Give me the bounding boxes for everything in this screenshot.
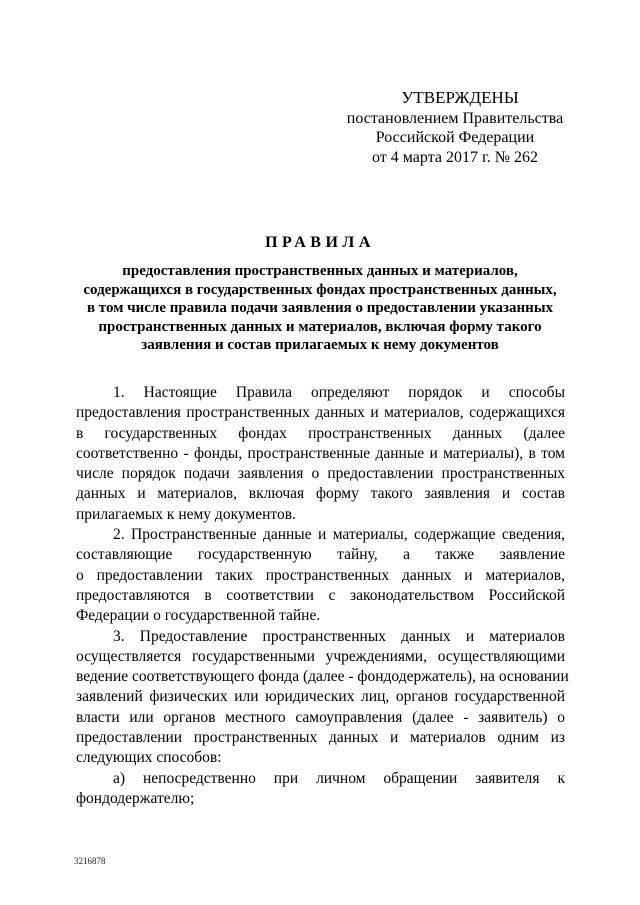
text-line: составляющие государственную тайну, а также заявление	[76, 546, 565, 564]
document-code: 3216878	[74, 856, 106, 866]
text-line: предоставления пространственных данных и материалов, содержащихся	[76, 404, 565, 422]
text-line: следующих способов:	[76, 749, 222, 767]
text-line: числе порядок подачи заявления о предоставлении пространственных	[76, 465, 565, 483]
paragraph-2	[76, 525, 565, 626]
paragraph-1	[76, 383, 565, 525]
text-line: Федерации о государственной тайне.	[76, 607, 321, 625]
subtitle-line: предоставления пространственных данных и материалов,	[122, 263, 518, 279]
approval-block	[330, 88, 580, 167]
text-line: осуществляется государственными учреждениями, осуществляющими	[76, 647, 565, 665]
paragraph-3	[76, 627, 569, 769]
approval-heading: УТВЕРЖДЕНЫ	[401, 88, 519, 107]
text-line: данных и материалов, включая форму такого заявления и состав	[76, 485, 565, 503]
text-line: заявлений физических или юридических лиц, органов государственной	[76, 688, 565, 706]
text-line: а) непосредственно при личном обращении заявителя к	[113, 769, 565, 787]
approval-line: Российской Федерации	[375, 129, 535, 146]
text-line: соответственно - фонды, пространственные данные и материалы), в том	[76, 444, 565, 462]
document-body	[76, 383, 569, 809]
text-line: в государственных фондах пространственных данных (далее	[76, 424, 565, 442]
text-line: фондодержателю;	[76, 789, 195, 807]
text-line: 1. Настоящие Правила определяют порядок и способы	[113, 384, 565, 401]
text-line: власти или органов местного самоуправления (далее - заявитель) о	[76, 708, 565, 726]
text-line: предоставляются в соответствии с законодательством Российской	[76, 586, 565, 604]
text-line: предоставлении пространственных данных и материалов одним из	[76, 729, 565, 747]
document-subtitle	[60, 262, 580, 355]
text-line: 2. Пространственные данные и материалы, содержащие сведения,	[113, 526, 565, 544]
document-title: ПРАВИЛА	[265, 234, 375, 251]
subtitle-line: заявления и состав прилагаемых к нему документов	[141, 337, 499, 353]
subtitle-line: пространственных данных и материалов, включая форму такого	[98, 318, 542, 335]
paragraph-3a	[76, 769, 565, 810]
text-line: 3. Предоставление пространственных данных и материалов	[113, 627, 565, 645]
text-line: ведение соответствующего фонда (далее - фондодержатель), на основании	[76, 668, 569, 686]
approval-line: от 4 марта 2017 г. № 262	[372, 148, 538, 166]
text-line: прилагаемых к нему документов.	[76, 505, 296, 523]
subtitle-line: содержащихся в государственных фондах пространственных данных,	[83, 281, 557, 298]
approval-line: постановлением Правительства	[346, 109, 564, 127]
subtitle-line: в том числе правила подачи заявления о предоставлении указанных	[86, 300, 554, 316]
text-line: о предоставлении таких пространственных данных и материалов,	[76, 566, 565, 584]
